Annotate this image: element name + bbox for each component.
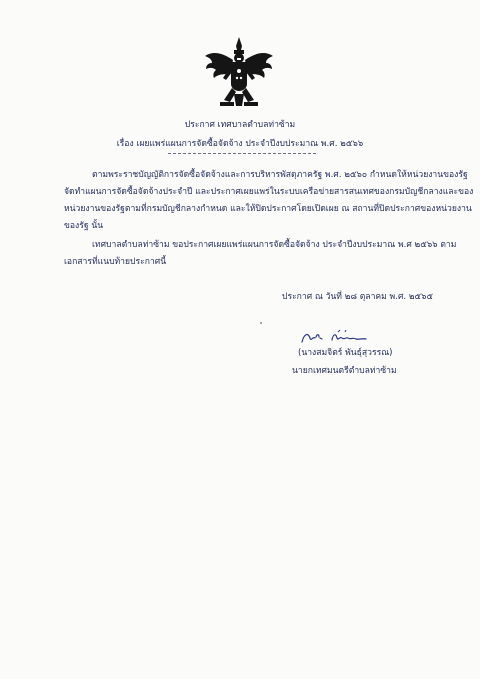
garuda-emblem-icon [204, 36, 274, 112]
paragraph-1-line: ของรัฐ นั้น [64, 221, 104, 231]
paper-speck [260, 322, 262, 324]
paragraph-1-line: จัดทำแผนการจัดซื้อจัดจ้างประจำปี และประกาศเผยแพร่ในระบบเครือข่ายสารสนเทศของกรมบัญชีกลางและของ [64, 187, 474, 197]
announcement-title: ประกาศ เทศบาลตำบลท่าซ้าม [184, 120, 296, 130]
paragraph-1-line: ตามพระราชบัญญัติการจัดซื้อจัดจ้างและการบริหารพัสดุภาครัฐ พ.ศ. ๒๕๖๐ กำหนดให้หน่วยงานของรัฐ [92, 170, 468, 180]
announcement-date: ประกาศ ณ วันที่ ๒๘ ตุลาคม พ.ศ. ๒๕๖๕ [282, 292, 433, 302]
handwritten-signature-icon [298, 328, 378, 348]
signatory-name: (นางสมจิตร์ พันธุ์สุวรรณ) [298, 348, 393, 358]
paragraph-2-line: เอกสารที่แนบท้ายประกาศนี้ [64, 257, 167, 267]
paragraph-2-line: เทศบาลตำบลท่าซ้าม ขอประกาศเผยแพร่แผนการจัดซื้อจัดจ้าง ประจำปีงบประมาณ พ.ศ ๒๕๖๖ ตาม [92, 240, 457, 250]
announcement-subject: เรื่อง เผยแพร่แผนการจัดซื้อจัดจ้าง ประจำปีงบประมาณ พ.ศ. ๒๕๖๖ [116, 139, 364, 149]
paragraph-1-line: หน่วยงานของรัฐตามที่กรมบัญชีกลางกำหนด และให้ปิดประกาศโดยเปิดเผย ณ สถานที่ปิดประกาศของหน่วยงาน [64, 204, 472, 214]
signatory-position: นายกเทศมนตรีตำบลท่าซ้าม [292, 366, 397, 376]
title-divider [168, 153, 316, 154]
